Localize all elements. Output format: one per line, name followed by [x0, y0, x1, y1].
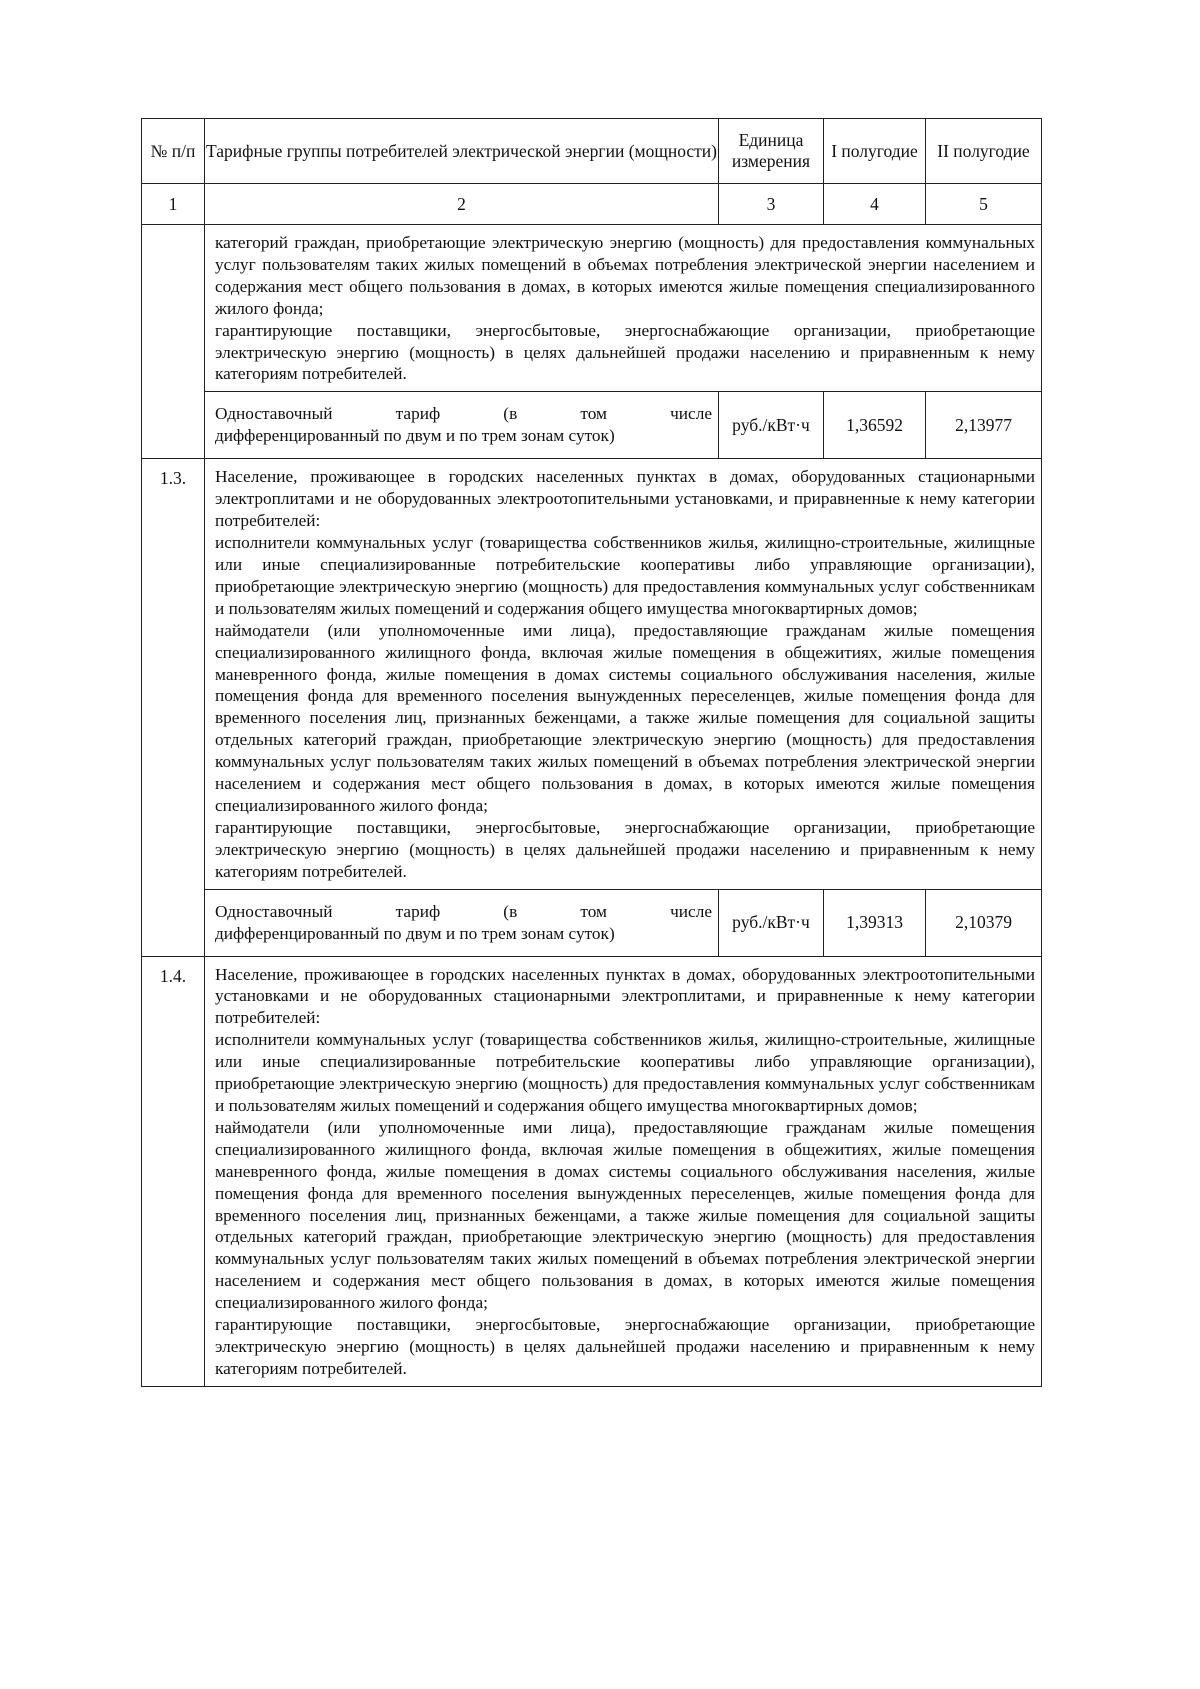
fare-row	[142, 889, 1042, 956]
fare-name	[205, 889, 719, 956]
table-row	[142, 956, 1042, 1386]
fare-name-line2: дифференцированный по двум и по трем зонам суток)	[215, 923, 615, 943]
fare-first-half: 1,39313	[824, 889, 926, 956]
description-text: категорий граждан, приобретающие электрическую энергию (мощность) для предоставления коммунальных услуг пользователям таких жилых помещений в объемах потребления электрической энергии населением и содержания мест общего пользования в домах, в которых имеются жилые помещения специализированного жилого фонда; гарантирующие поставщики, энергосбытовые, энергоснабжающие организации, приобретающие электрическую энергию (мощность) в целях дальнейшей продажи населению и приравненным к нему категориям потребителей.	[215, 233, 1035, 384]
consumer-description	[205, 956, 1042, 1386]
fare-row	[142, 392, 1042, 459]
description-text: Население, проживающее в городских населенных пунктах в домах, оборудованных электроотопительными установками и не оборудованных стационарными электроплитами, и приравненные к нему категории потребителей: исполнители коммунальных услуг (товарищества собственников жилья, жилищно-строительные, жилищные или иные специализированные потребительские кооперативы либо управляющие организации), приобретающие электрическую энергию (мощность) для предоставления коммунальных услуг собственникам и пользователям жилых помещений и содержания общего имущества многоквартирных домов; наймодатели (или уполномоченные ими лица), предоставляющие гражданам жилые помещения специализированного жилищного фонда, включая жилые помещения в общежитиях, жилые помещения маневренного фонда, жилые помещения в домах системы социального обслуживания населения, жилые помещения фонда для временного поселения вынужденных переселенцев, жилые помещения фонда для временного поселения лиц, признанных беженцами, а также жилые помещения для социальной защиты отдельных категорий граждан, приобретающие электрическую энергию (мощность) для предоставления коммунальных услуг пользователям таких жилых помещений в объемах потребления электрической энергии населением и содержания мест общего пользования в домах, в которых имеются жилые помещения специализированного жилого фонда; гарантирующие поставщики, энергосбытовые, энергоснабжающие организации, приобретающие электрическую энергию (мощность) в целях дальнейшей продажи населению и приравненным к нему категориям потребителей.	[215, 964, 1035, 1378]
row-number	[142, 225, 205, 459]
table-row	[142, 225, 1042, 392]
header-tariff-groups: Тарифные группы потребителей электрической энергии (мощности)	[205, 119, 719, 184]
row-number: 1.3.	[142, 459, 205, 956]
header-second-half: II полугодие	[926, 119, 1042, 184]
column-number-row	[142, 184, 1042, 225]
column-number: 1	[142, 184, 205, 225]
fare-name-line2: дифференцированный по двум и по трем зонам суток)	[215, 426, 615, 446]
fare-unit: руб./кВт·ч	[719, 392, 824, 459]
fare-name-line1: Одноставочный тариф (в том числе	[215, 901, 712, 921]
consumer-description	[205, 225, 1042, 392]
tariff-table	[141, 118, 1042, 1387]
fare-first-half: 1,36592	[824, 392, 926, 459]
table-row	[142, 459, 1042, 889]
fare-name	[205, 392, 719, 459]
header-unit: Единица измерения	[719, 119, 824, 184]
fare-second-half: 2,10379	[926, 889, 1042, 956]
header-row	[142, 119, 1042, 184]
fare-unit: руб./кВт·ч	[719, 889, 824, 956]
header-number: № п/п	[142, 119, 205, 184]
row-number: 1.4.	[142, 956, 205, 1386]
consumer-description	[205, 459, 1042, 889]
column-number: 4	[824, 184, 926, 225]
column-number: 5	[926, 184, 1042, 225]
column-number: 2	[205, 184, 719, 225]
fare-second-half: 2,13977	[926, 392, 1042, 459]
header-first-half: I полугодие	[824, 119, 926, 184]
fare-name-line1: Одноставочный тариф (в том числе	[215, 404, 712, 424]
description-text: Население, проживающее в городских населенных пунктах в домах, оборудованных стационарными электроплитами и не оборудованных электроотопительными установками, и приравненные к нему категории потребителей: исполнители коммунальных услуг (товарищества собственников жилья, жилищно-строительные, жилищные или иные специализированные потребительские кооперативы либо управляющие организации), приобретающие электрическую энергию (мощность) для предоставления коммунальных услуг собственникам и пользователям жилых помещений и содержания общего имущества многоквартирных домов; наймодатели (или уполномоченные ими лица), предоставляющие гражданам жилые помещения специализированного жилищного фонда, включая жилые помещения в общежитиях, жилые помещения маневренного фонда, жилые помещения в домах системы социального обслуживания населения, жилые помещения фонда для временного поселения вынужденных переселенцев, жилые помещения фонда для временного поселения лиц, признанных беженцами, а также жилые помещения для социальной защиты отдельных категорий граждан, приобретающие электрическую энергию (мощность) для предоставления коммунальных услуг пользователям таких жилых помещений в объемах потребления электрической энергии населением и содержания мест общего пользования в домах, в которых имеются жилые помещения специализированного жилого фонда; гарантирующие поставщики, энергосбытовые, энергоснабжающие организации, приобретающие электрическую энергию (мощность) в целях дальнейшей продажи населению и приравненным к нему категориям потребителей.	[215, 467, 1035, 881]
column-number: 3	[719, 184, 824, 225]
